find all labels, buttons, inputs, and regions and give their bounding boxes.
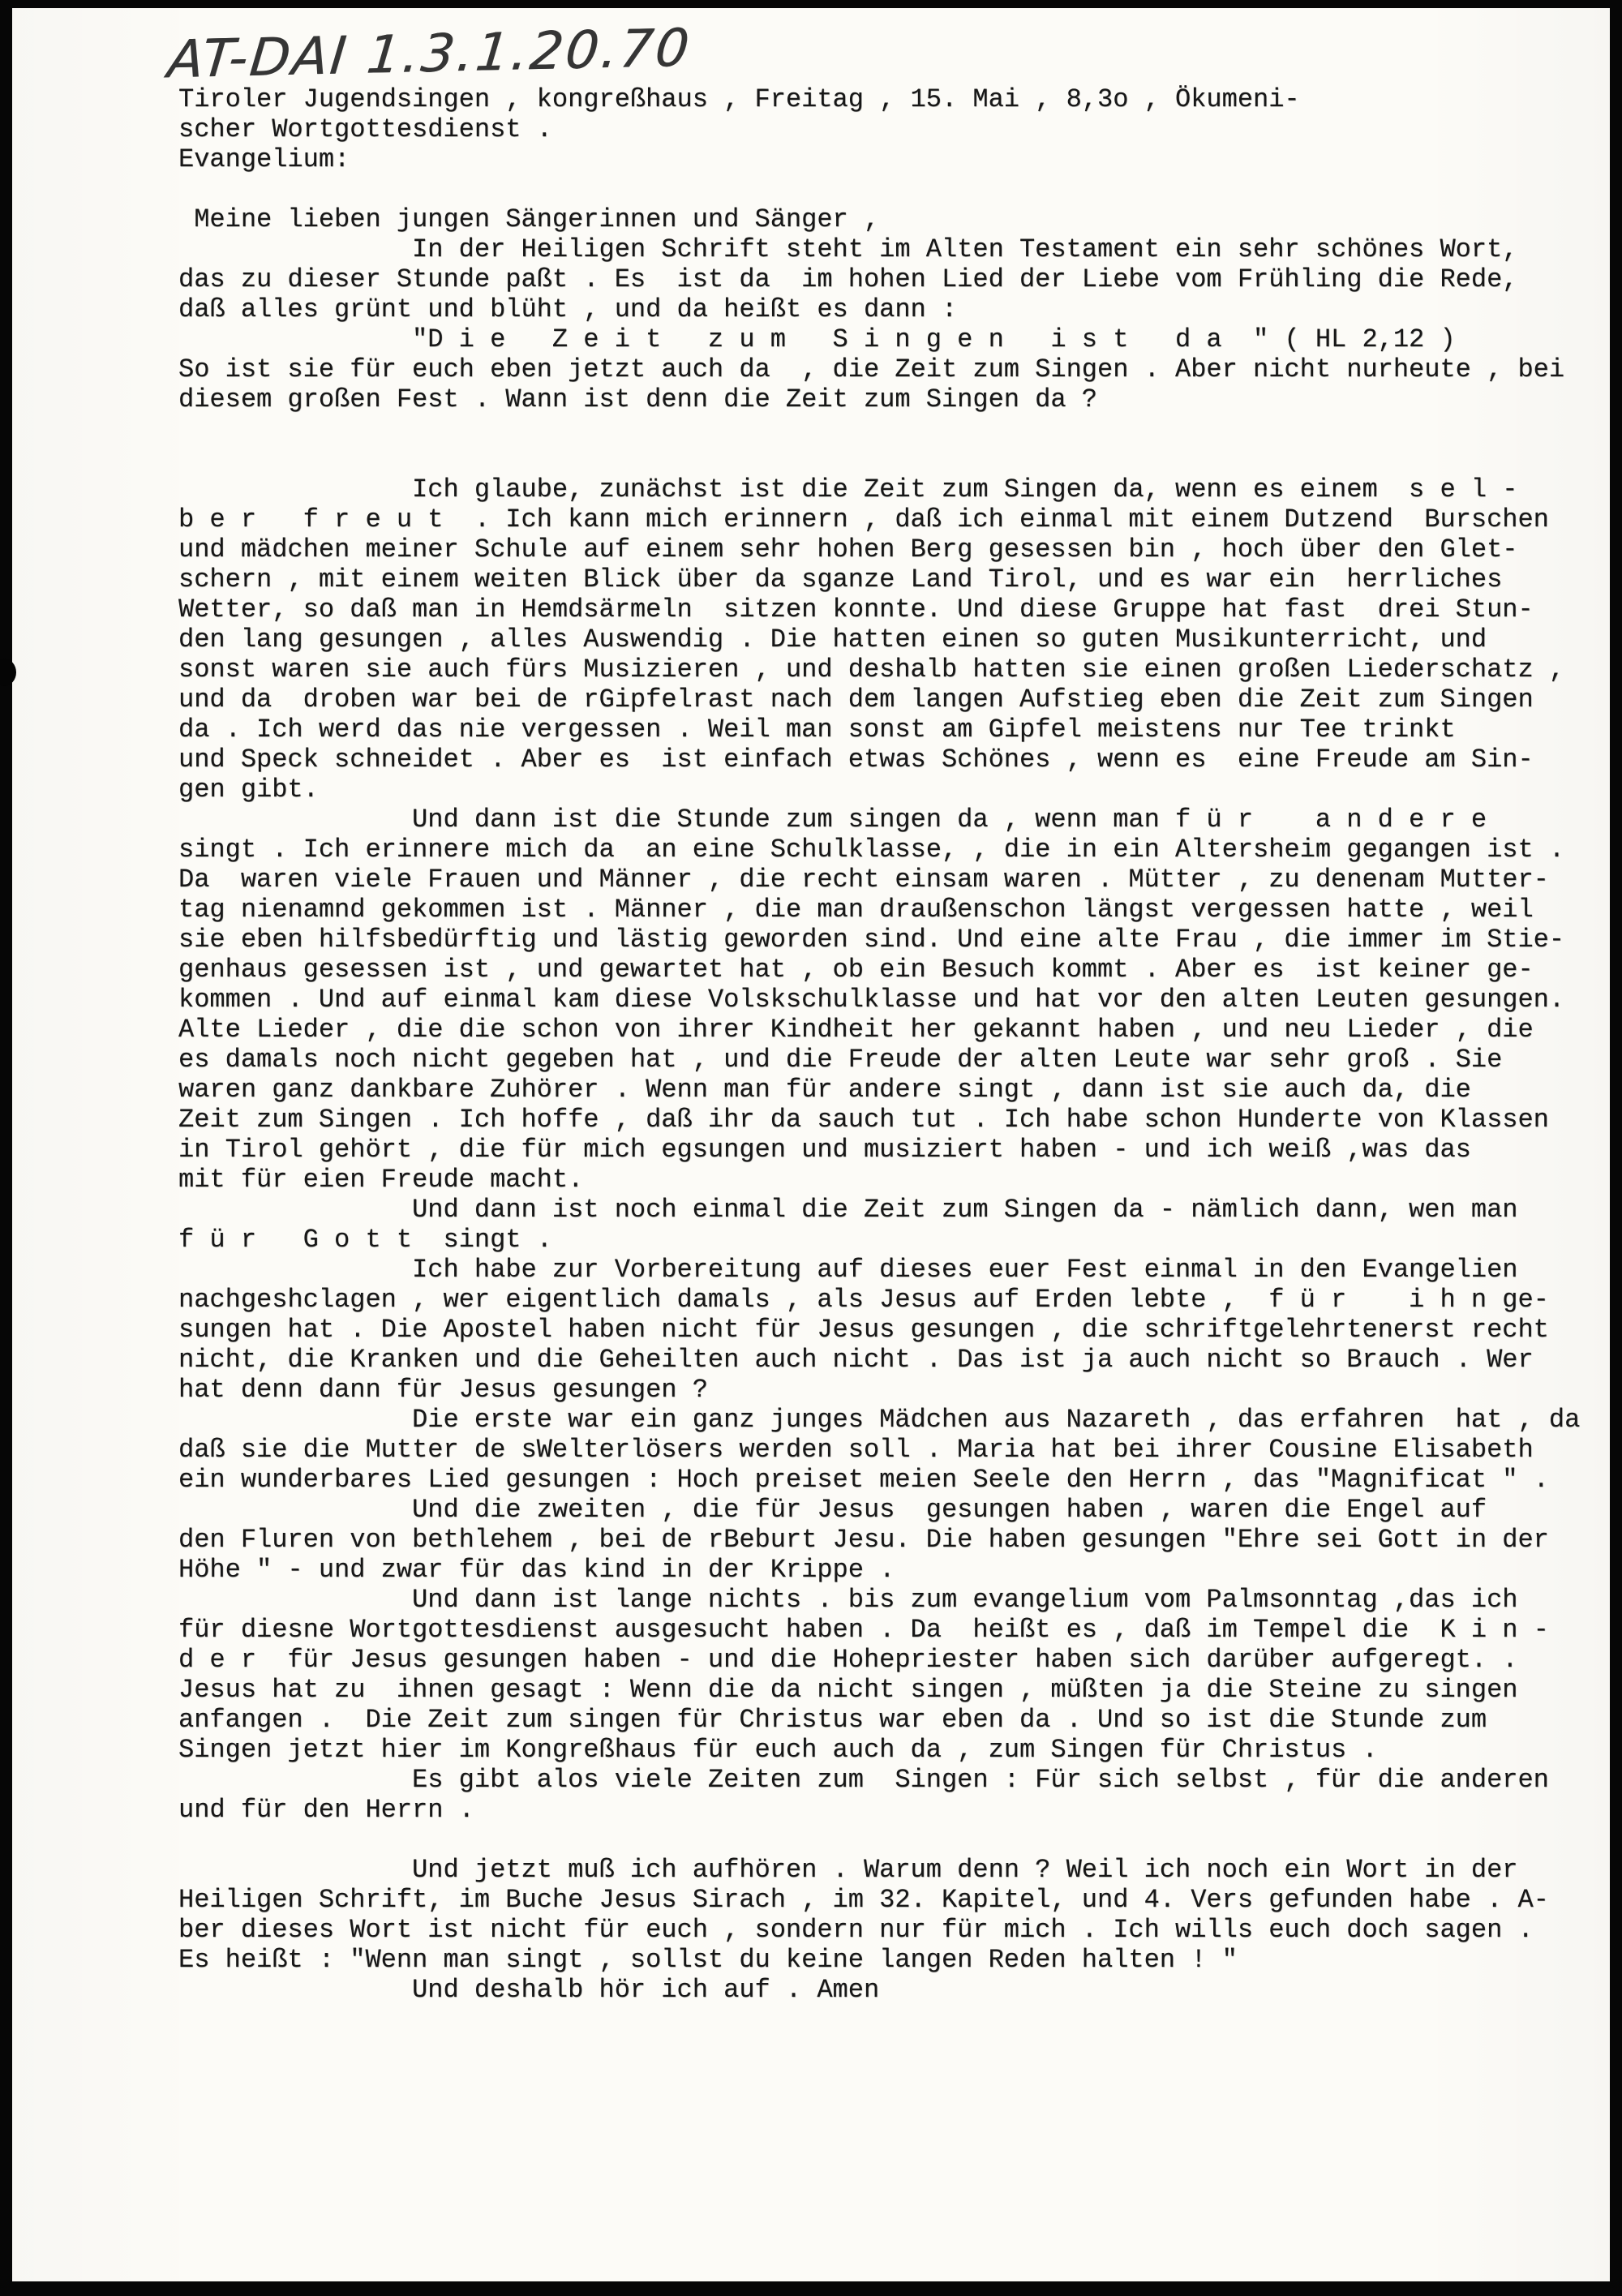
text-line: das zu dieser Stunde paßt . Es ist da im hohen Lied der Liebe vom Frühling die Rede, [178,264,1518,294]
text-line: für diesne Wortgottesdienst ausgesucht haben . Da heißt es , daß im Tempel die K i n - [178,1615,1549,1645]
text-line: und da droben war bei de rGipfelrast nach dem langen Aufstieg eben die Zeit zum Singen [178,685,1534,715]
text-line [178,414,1606,444]
text-line: den lang gesungen , alles Auswendig . Die hatten einen so guten Musikunterricht, und [178,624,1487,654]
handwritten-archive-code: AT-DAI 1.3.1.20.70 [165,18,694,91]
text-line: daß alles grünt und blüht , und da heißt es dann : [178,294,958,324]
text-line: nachgeshclagen , wer eigentlich damals , als Jesus auf Erden lebte , f ü r i h n ge- [178,1285,1549,1315]
text-line: es damals noch nicht gegeben hat , und die Freude der alten Leute war sehr groß . Sie [178,1045,1503,1075]
text-line: Es heißt : "Wenn man singt , sollst du keine langen Reden halten ! " [178,1945,1238,1975]
text-line: d e r für Jesus gesungen haben - und die Hohepriester haben sich darüber aufgeregt. . [178,1645,1518,1675]
text-line [178,174,1606,204]
text-line: tag nienamnd gekommen ist . Männer , die man draußenschon längst vergessen hatte , weil [178,895,1534,925]
text-line: ber dieses Wort ist nicht für euch , sondern nur für mich . Ich wills euch doch sagen . [178,1915,1534,1945]
text-line: mit für eien Freude macht. [178,1165,584,1195]
text-line: Jesus hat zu ihnen gesagt : Wenn die da nicht singen , müßten ja die Steine zu singen [178,1675,1518,1705]
text-line: den Fluren von bethlehem , bei de rBeburt Jesu. Die haben gesungen "Ehre sei Gott in der [178,1525,1549,1555]
text-line: waren ganz dankbare Zuhörer . Wenn man für andere singt , dann ist sie auch da, die [178,1075,1471,1105]
text-line: Singen jetzt hier im Kongreßhaus für euch auch da , zum Singen für Christus . [178,1735,1378,1765]
text-line: daß sie die Mutter de sWelterlösers werden soll . Maria hat bei ihrer Cousine Elisabeth [178,1435,1534,1465]
text-line: Und jetzt muß ich aufhören . Warum denn ? Weil ich noch ein Wort in der [178,1855,1518,1885]
text-line: Evangelium: [178,144,350,174]
text-line: und Speck schneidet . Aber es ist einfach etwas Schönes , wenn es eine Freude am Sin- [178,745,1534,775]
text-line: sie eben hilfsbedürftig und lästig geworden sind. Und eine alte Frau , die immer im Stie- [178,925,1565,955]
text-line: sungen hat . Die Apostel haben nicht für Jesus gesungen , die schriftgelehrtenerst recht [178,1315,1549,1345]
text-line: Und die zweiten , die für Jesus gesungen haben , waren die Engel auf [178,1495,1487,1525]
text-line [178,1825,1606,1855]
text-line: da . Ich werd das nie vergessen . Weil man sonst am Gipfel meistens nur Tee trinkt [178,715,1456,745]
text-line: Heiligen Schrift, im Buche Jesus Sirach , im 32. Kapitel, und 4. Vers gefunden habe . A- [178,1885,1549,1915]
text-line: Und deshalb hör ich auf . Amen [178,1975,880,2005]
text-line: Und dann ist lange nichts . bis zum evangelium vom Palmsonntag ,das ich [178,1585,1518,1615]
text-line: gen gibt. [178,775,319,805]
text-line: Da waren viele Frauen und Männer , die recht einsam waren . Mütter , zu denenam Mutter- [178,865,1549,895]
text-line: sonst waren sie auch fürs Musizieren , und deshalb hatten sie einen großen Liederschatz , [178,654,1565,685]
document-text [178,84,1606,2005]
text-line: singt . Ich erinnere mich da an eine Schulklasse, , die in ein Altersheim gegangen ist . [178,835,1565,865]
text-line: hat denn dann für Jesus gesungen ? [178,1375,708,1405]
text-line: Und dann ist noch einmal die Zeit zum Singen da - nämlich dann, wen man [178,1195,1518,1225]
text-line [178,444,1606,474]
text-line: In der Heiligen Schrift steht im Alten Testament ein sehr schönes Wort, [178,234,1518,264]
text-line: schern , mit einem weiten Blick über da sganze Land Tirol, und es war ein herrliches [178,564,1503,594]
text-line: ein wunderbares Lied gesungen : Hoch preiset meien Seele den Herrn , das "Magnificat " . [178,1465,1549,1495]
text-line: b e r f r e u t . Ich kann mich erinnern , daß ich einmal mit einem Dutzend Burschen [178,504,1549,534]
text-line: Es gibt alos viele Zeiten zum Singen : Für sich selbst , für die anderen [178,1765,1549,1795]
text-line: Zeit zum Singen . Ich hoffe , daß ihr da sauch tut . Ich habe schon Hunderte von Klassen [178,1105,1549,1135]
text-line: f ü r G o t t singt . [178,1225,552,1255]
text-line: Wetter, so daß man in Hemdsärmeln sitzen konnte. Und diese Gruppe hat fast drei Stun- [178,594,1534,624]
text-line: und mädchen meiner Schule auf einem sehr hohen Berg gesessen bin , hoch über den Glet- [178,534,1518,564]
text-line: und für den Herrn . [178,1795,474,1825]
text-line: scher Wortgottesdienst . [178,114,552,144]
paper [12,8,1610,2281]
text-line: genhaus gesessen ist , und gewartet hat , ob ein Besuch kommt . Aber es ist keiner ge- [178,955,1534,985]
text-line: "D i e Z e i t z u m S i n g e n i s t d a " ( HL 2,12 ) [178,324,1456,354]
text-line: Meine lieben jungen Sängerinnen und Sänger , [178,204,880,234]
text-line: Tiroler Jugendsingen , kongreßhaus , Freitag , 15. Mai , 8,3o , Ökumeni- [178,84,1300,114]
text-line: Alte Lieder , die die schon von ihrer Kindheit her gekannt haben , und neu Lieder , die [178,1015,1534,1045]
text-line: Die erste war ein ganz junges Mädchen aus Nazareth , das erfahren hat , da [178,1405,1581,1435]
text-line: diesem großen Fest . Wann ist denn die Zeit zum Singen da ? [178,384,1097,414]
text-line: Höhe " - und zwar für das kind in der Krippe . [178,1555,895,1585]
text-line: in Tirol gehört , die für mich egsungen und musiziert haben - und ich weiß ,was das [178,1135,1471,1165]
text-line: Und dann ist die Stunde zum singen da , wenn man f ü r a n d e r e [178,805,1487,835]
text-line: Ich glaube, zunächst ist die Zeit zum Singen da, wenn es einem s e l - [178,474,1518,504]
text-line: anfangen . Die Zeit zum singen für Christus war eben da . Und so ist die Stunde zum [178,1705,1487,1735]
text-line: kommen . Und auf einmal kam diese Volskschulklasse und hat vor den alten Leuten gesungen. [178,985,1565,1015]
text-line: So ist sie für euch eben jetzt auch da , die Zeit zum Singen . Aber nicht nurheute , bei [178,354,1565,384]
text-line: Ich habe zur Vorbereitung auf dieses euer Fest einmal in den Evangelien [178,1255,1518,1285]
text-line: nicht, die Kranken und die Geheilten auch nicht . Das ist ja auch nicht so Brauch . Wer [178,1345,1534,1375]
